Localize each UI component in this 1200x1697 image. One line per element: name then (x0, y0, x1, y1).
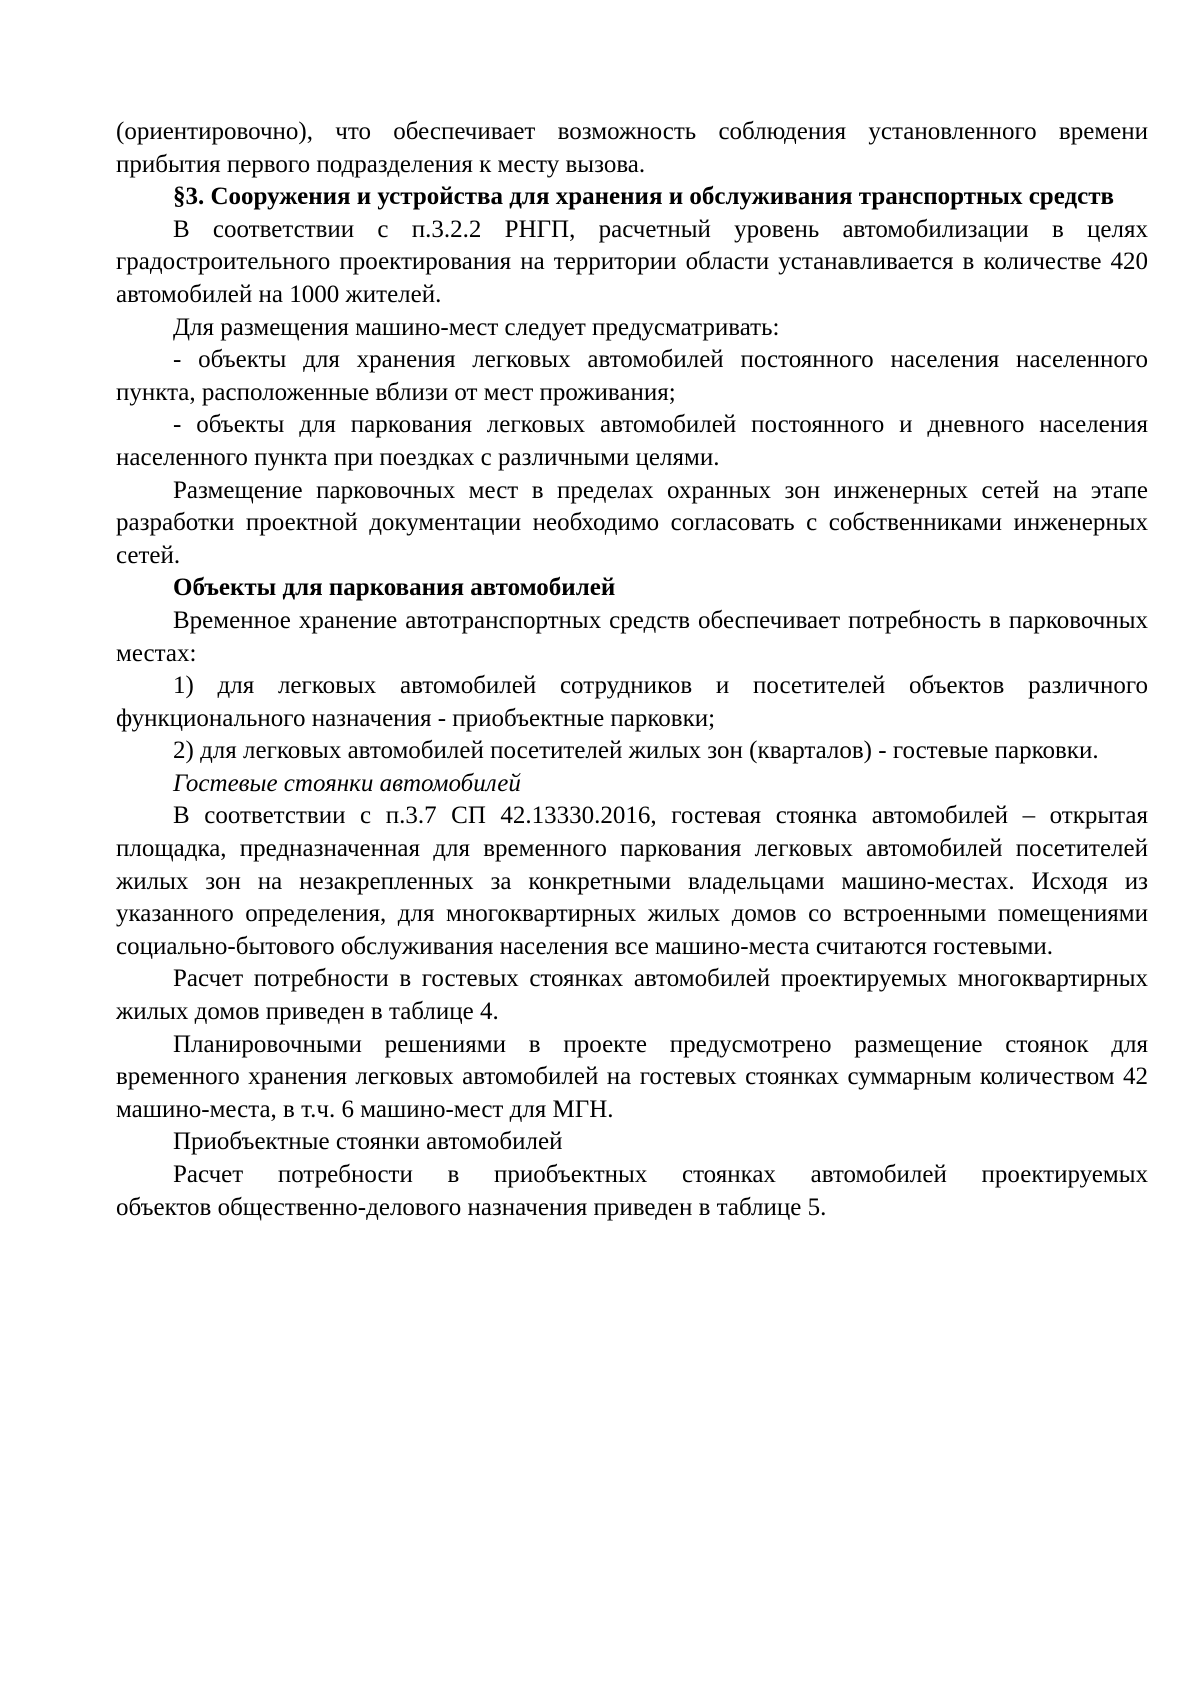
paragraph-temporary-storage: Временное хранение автотранспортных средств обеспечивает потребность в парковочных местах: (116, 606, 1148, 667)
paragraph-parking-provision-intro: Для размещения машино-мест следует предусматривать: (173, 313, 780, 341)
list-item-storage-objects: - объекты для хранения легковых автомобилей постоянного населения населенного пункта, расположенные вблизи от мест проживания; (116, 346, 1148, 406)
document-body (116, 116, 1148, 1224)
list-item-parking-objects: - объекты для паркования легковых автомобилей постоянного и дневного населения населенного пункта при поездках с различными целями. (116, 411, 1148, 471)
list-item-object-parking: 1) для легковых автомобилей сотрудников и посетителей объектов различного функционального назначения - приобъектные парковки; (116, 672, 1148, 732)
paragraph-intro-continuation: (ориентировочно), что обеспечивает возможность соблюдения установленного времени прибытия первого подразделения к месту вызова. (116, 118, 1148, 178)
paragraph-object-parking-calculation-end: объектов общественно-делового назначения приведен в таблице 5. (116, 1193, 827, 1221)
paragraph-guest-parking-calculation: Расчет потребности в гостевых стоянках автомобилей проектируемых многоквартирных жилых домов приведен в таблице 4. (116, 965, 1148, 1026)
paragraph-utility-zones: Размещение парковочных мест в пределах охранных зон инженерных сетей на этапе разработки проектной документации необходимо согласовать с собственниками инженерных сетей. (116, 476, 1148, 569)
subheading-parking-objects: Объекты для паркования автомобилей (173, 574, 616, 602)
paragraph-planning-decisions: Планировочными решениями в проекте предусмотрено размещение стоянок для временного хранения легковых автомобилей на гостевых стоянках суммарным количеством 42 машино-места, в т.ч. 6 машино-мест для МГН. (116, 1030, 1148, 1123)
section-heading: §3. Сооружения и устройства для хранения и обслуживания транспортных средств (173, 183, 1114, 211)
paragraph-motorization-level: В соответствии с п.3.2.2 РНГП, расчетный уровень автомобилизации в целях градостроительного проектирования на территории области устанавливается в количестве 420 автомобилей на 1000 жителей. (116, 215, 1148, 308)
subheading-guest-parking: Гостевые стоянки автомобилей (173, 769, 521, 797)
paragraph-object-parking-calculation: Расчет потребности в приобъектных стоянках автомобилей проектируемых (173, 1161, 1148, 1188)
subheading-object-parking: Приобъектные стоянки автомобилей (173, 1128, 563, 1156)
list-item-guest-parking: 2) для легковых автомобилей посетителей жилых зон (кварталов) - гостевые парковки. (173, 737, 1099, 765)
paragraph-guest-parking-definition: В соответствии с п.3.7 СП 42.13330.2016, гостевая стоянка автомобилей – открытая площадка, предназначенная для временного паркования легковых автомобилей посетителей жилых зон на незакрепленных за конкретными владельцами машино-местах. Исходя из указанного определения, для многоквартирных жилых домов со встроенными помещениями социально-бытового обслуживания населения все машино-места считаются гостевыми. (116, 802, 1148, 960)
